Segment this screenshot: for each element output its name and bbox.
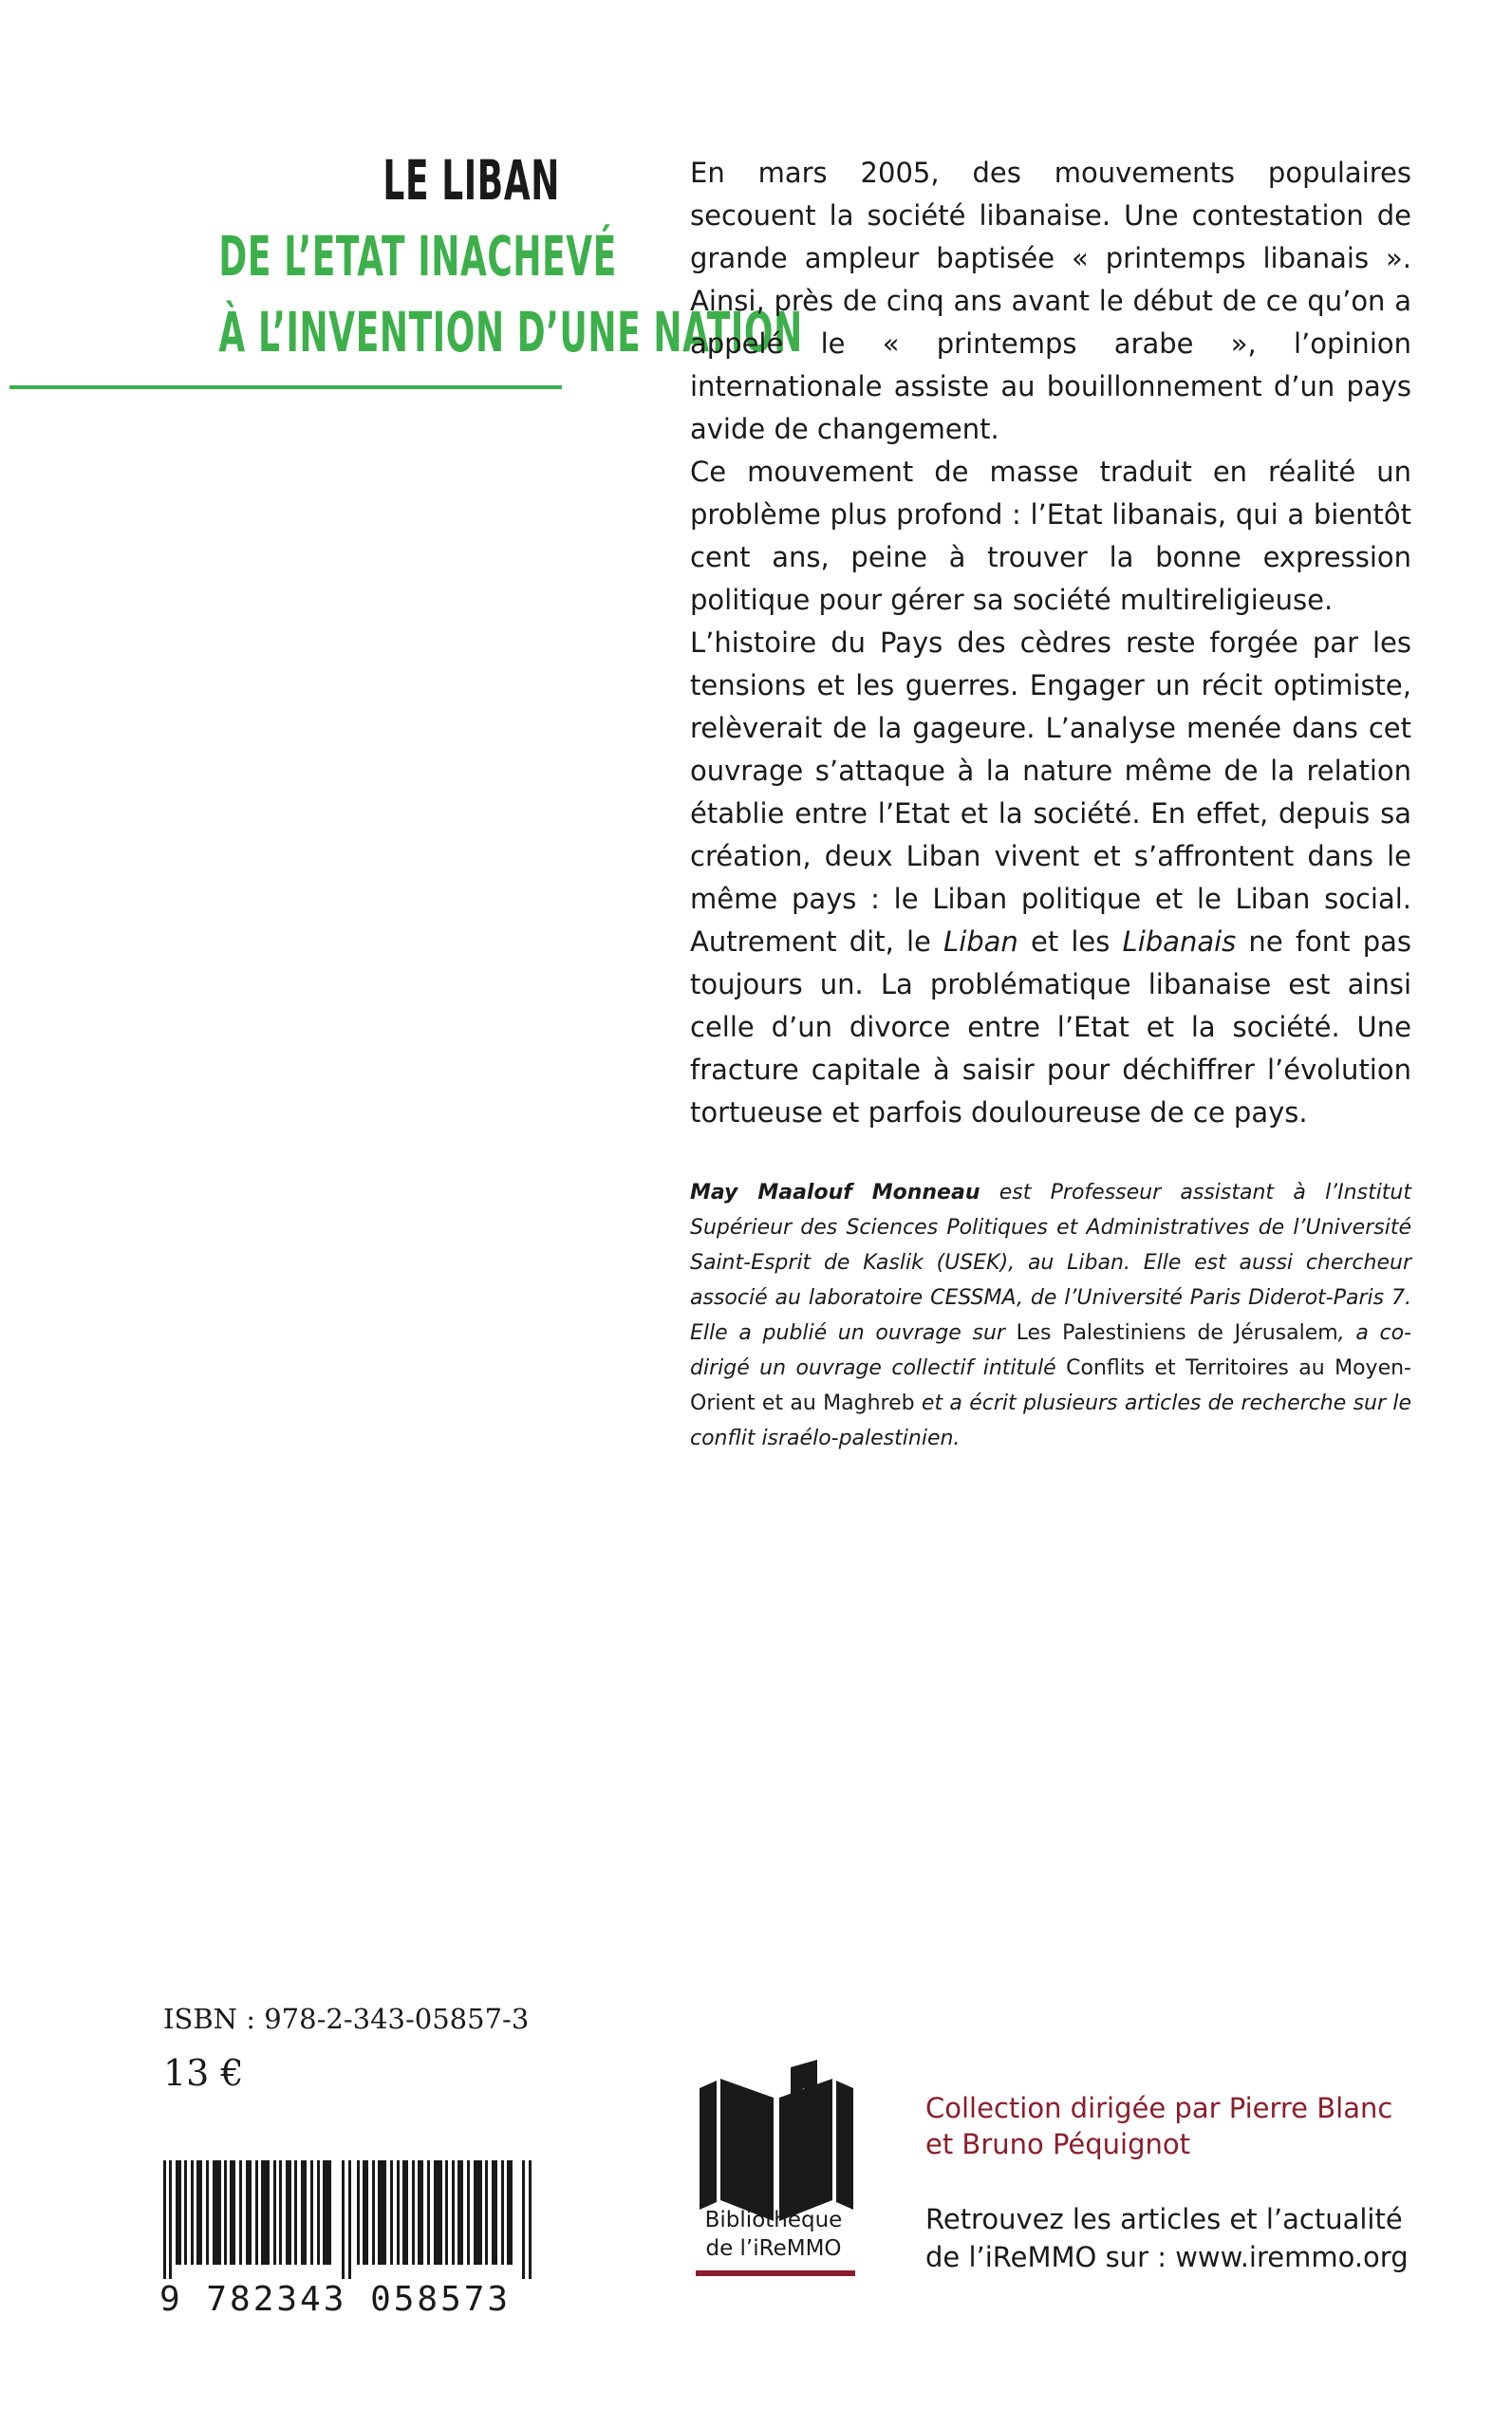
blurb-emphasis-liban: Liban [943,925,1018,958]
barcode-number: 9 782343 058573 [159,2280,512,2319]
book-title-1: Les Palestiniens de Jérusalem [1016,1321,1338,1345]
blurb-paragraph-2: Ce mouvement de masse traduit en réalité un problème plus profond : l’Etat libanais, qui a bientôt cent ans, peine à trouver la bonne expression politique pour gérer sa société multireligieuse. [690,456,1411,616]
blurb-text: L’histoire du Pays des cèdres reste forgée par les tensions et les guerres. Engager un récit optimiste, relèverait de la gageure. L’analyse menée dans cet ouvrage s’attaque à la nature même de la relation établie entre l’Etat et la société. En effet, depuis sa création, deux Liban vivent et s’affrontent dans le même pays : le Liban politique et le Liban social. Autrement dit, le [690,626,1411,958]
blurb-paragraph-3 [690,622,1411,1134]
isbn: ISBN : 978-2-343-05857-3 [163,2003,530,2035]
title-line-1: LE LIBAN [383,148,560,213]
author-bio-text: est Professeur assistant à l’Institut Supérieur des Sciences Politiques et Administratives de l’Université Saint-Esprit de Kaslik (USEK), au Liban. Elle est aussi chercheur associé au laboratoire CESSMA, de l’Université Paris Diderot-Paris 7. Elle a publié un ouvrage sur [690,1181,1411,1345]
author-bio [690,1175,1411,1456]
open-book-logo-icon [696,2060,857,2231]
title-underline [9,385,562,389]
barcode [163,2160,533,2279]
title-line-2: DE L’ETAT INACHEVÉ [218,224,617,289]
website-line-1: Retrouvez les articles et l’actualité [925,2203,1403,2235]
title-line-3: À L’INVENTION D’UNE NATION [218,300,803,364]
publisher-name [679,2206,868,2263]
collection-line-1: Collection dirigée par Pierre Blanc [925,2092,1393,2124]
blurb-text: ne font pas toujours un. La problématique libanaise est ainsi celle d’un divorce entre l’Etat et la société. Une fracture capitale à saisir pour déchiffrer l’évolution tortueuse et parfois douloureuse de ce pays. [690,925,1411,1129]
blurb-paragraph-1: En mars 2005, des mouvements populaires secouent la société libanaise. Une contestation de grande ampleur baptisée « printemps libanais ». Ainsi, près de cinq ans avant le début de ce qu’on a appelé le « printemps arabe », l’opinion internationale assiste au bouillonnement d’un pays avide de changement. [690,157,1411,445]
website-info [925,2200,1419,2276]
collection-line-2: et Bruno Péquignot [925,2128,1191,2160]
author-bio-text: et a écrit plusieurs articles de recherche sur le conflit israélo-palestinien. [690,1391,1411,1450]
author-name: May Maalouf Monneau [690,1181,980,1204]
book-title [9,142,803,370]
publisher-line-1: Bibliothèque [704,2208,843,2232]
author-bio-text: , a co-dirigé un ouvrage collectif intitulé [690,1321,1411,1380]
website-line-2: de l’iReMMO sur : www.iremmo.org [925,2241,1409,2273]
publisher-line-2: de l’iReMMO [705,2236,842,2261]
back-cover-blurb [690,152,1411,1134]
publisher-underline [696,2270,855,2276]
book-title-2: Conflits et Territoires au Moyen-Orient et au Maghreb [690,1356,1411,1415]
blurb-emphasis-libanais: Libanais [1122,925,1237,958]
price: 13 € [163,2052,244,2094]
collection-info [925,2090,1419,2162]
blurb-text: et les [1017,925,1123,958]
